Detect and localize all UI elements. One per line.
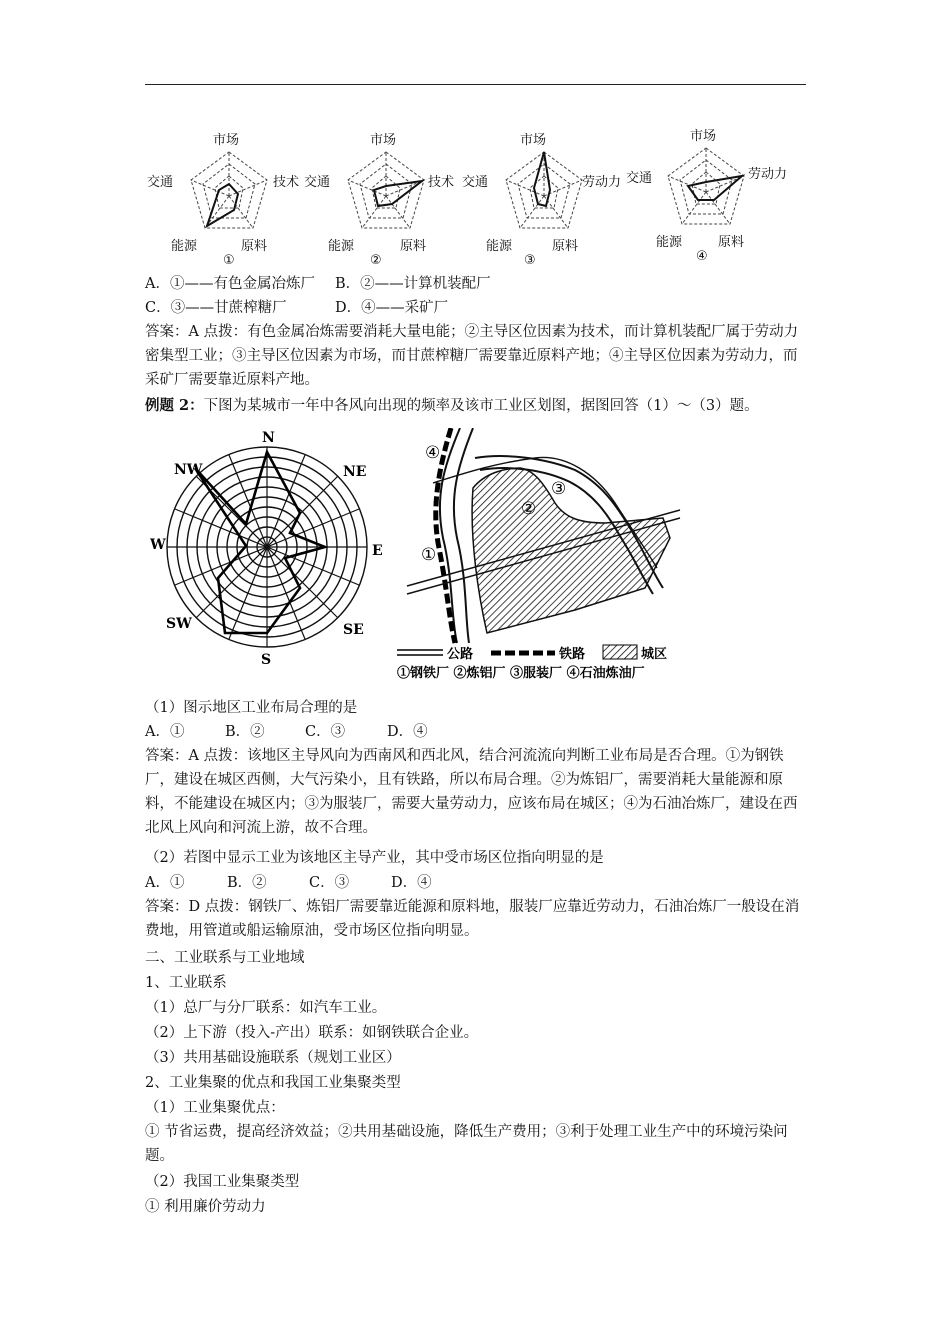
sub1-question: （1）图示地区工业布局合理的是 xyxy=(145,700,358,716)
legend-rail: 铁路 xyxy=(559,647,586,662)
example-2-heading xyxy=(145,394,759,418)
radar-2-label-right: 技术 xyxy=(428,175,455,190)
radar-3-label-top: 市场 xyxy=(520,133,547,148)
radar-3-label-left: 交通 xyxy=(462,175,489,190)
section-2-title: 二、工业联系与工业地域 xyxy=(145,950,305,966)
header-rule xyxy=(145,84,806,85)
radar-4-label-bottom-left: 能源 xyxy=(656,235,683,250)
radar-4-label-left: 交通 xyxy=(626,171,653,186)
sub2-options xyxy=(145,871,432,895)
sub1-option-b: B．② xyxy=(225,724,265,740)
sub1-options xyxy=(145,720,428,744)
legend-city: 城区 xyxy=(641,647,668,662)
q1-option-a: A．①——有色金属冶炼厂 xyxy=(145,276,315,292)
wind-label-sw: SW xyxy=(166,616,192,632)
wind-label-e: E xyxy=(372,543,383,559)
map-marker-4: ④ xyxy=(425,443,441,463)
industrial-map xyxy=(395,428,695,680)
map-marker-3: ③ xyxy=(551,479,567,499)
radar-3-label-right: 劳动力 xyxy=(582,175,622,190)
legend-road: 公路 xyxy=(447,647,474,662)
map-marker-1: ① xyxy=(421,545,437,565)
sub2-option-d: D．④ xyxy=(391,875,432,891)
radar-1-label-bottom-right: 原料 xyxy=(241,239,268,254)
example-2-text: 下图为某城市一年中各风向出现的频率及该市工业区划图，据图回答（1）～（3）题。 xyxy=(203,398,759,414)
section-2-heading-2: 2、工业集聚的优点和我国工业集聚类型 xyxy=(145,1075,401,1091)
radar-1-label-left: 交通 xyxy=(147,175,174,190)
radar-3-label-bottom-left: 能源 xyxy=(486,239,513,254)
radar-chart-2 xyxy=(300,124,468,266)
radar-2-label-bottom-right: 原料 xyxy=(400,239,427,254)
section-2-item-4: （1）工业集聚优点： xyxy=(145,1100,285,1116)
q1-option-b: B．②——计算机装配厂 xyxy=(335,276,491,292)
radar-4-label-right: 劳动力 xyxy=(748,167,788,182)
sub1-option-d: D．④ xyxy=(387,724,428,740)
map-marker-2: ② xyxy=(521,499,537,519)
wind-label-nw: NW xyxy=(174,462,203,478)
radar-1-label-bottom-left: 能源 xyxy=(171,239,198,254)
radar-chart-4 xyxy=(622,120,790,262)
sub2-answer: 答案：D 点拨：钢铁厂、炼铝厂需要靠近能源和原料地，服装厂应靠近劳动力，石油冶炼厂一般设在消费地，用管道或船运输原油，受市场区位指向明显。 xyxy=(145,899,800,939)
q1-options-row-2 xyxy=(145,296,448,320)
wind-label-s: S xyxy=(261,652,272,668)
radar-4-number: ④ xyxy=(696,249,708,264)
sub1-option-a: A．① xyxy=(145,724,185,740)
example-2-label: 例题 2： xyxy=(145,397,204,414)
sub1-option-c: C．③ xyxy=(305,724,346,740)
radar-3-label-bottom-right: 原料 xyxy=(552,239,579,254)
sub2-option-a: A．① xyxy=(145,875,185,891)
sub1-answer: 答案：A 点拨：该地区主导风向为西南风和西北风，结合河流流向判断工业布局是否合理。①为钢铁厂，建设在城区西侧，大气污染小，且有铁路，所以布局合理。②为炼铝厂，需要消耗大量能源和原料，不能建设在城区内；③为服装厂，需要大量劳动力，应该布局在城区；④为石油冶炼厂，建设在西北风上风向和河流上游，故不合理。 xyxy=(145,748,798,836)
radar-1-number: ① xyxy=(223,253,235,268)
wind-rose xyxy=(150,428,385,668)
wind-label-se: SE xyxy=(343,622,364,638)
wind-label-n: N xyxy=(262,430,275,446)
sub2-question: （2）若图中显示工业为该地区主导产业，其中受市场区位指向明显的是 xyxy=(145,850,604,866)
radar-3-number: ③ xyxy=(524,253,536,268)
wind-label-ne: NE xyxy=(343,464,367,480)
section-2-item-3: （3）共用基础设施联系（规划工业区） xyxy=(145,1050,401,1066)
radar-4-label-top: 市场 xyxy=(690,129,717,144)
sub2-option-b: B．② xyxy=(227,875,267,891)
section-2-item-6: ① 利用廉价劳动力 xyxy=(145,1199,266,1215)
radar-1-label-top: 市场 xyxy=(213,133,240,148)
radar-1-label-right: 技术 xyxy=(273,175,300,190)
section-2-item-1: （1）总厂与分厂联系：如汽车工业。 xyxy=(145,1000,387,1016)
q1-option-c: C．③——甘蔗榨糖厂 xyxy=(145,300,287,316)
section-2-heading-1: 1、工业联系 xyxy=(145,975,227,991)
section-2-item-2: （2）上下游（投入-产出）联系：如钢铁联合企业。 xyxy=(145,1025,479,1041)
legend-factories: ①钢铁厂 ②炼铝厂 ③服装厂 ④石油炼油厂 xyxy=(397,666,645,680)
radar-chart-3 xyxy=(458,124,626,266)
radar-2-number: ② xyxy=(370,253,382,268)
radar-2-label-top: 市场 xyxy=(370,133,397,148)
radar-chart-1 xyxy=(143,124,311,266)
q1-answer: 答案：A 点拨：有色金属冶炼需要消耗大量电能；②主导区位因素为技术，而计算机装配厂属于劳动力密集型工业；③主导区位因素为市场，而甘蔗榨糖厂需要靠近原料产地；④主导区位因素为劳动力，而采矿厂需要靠近原料产地。 xyxy=(145,324,799,388)
radar-2-label-bottom-left: 能源 xyxy=(328,239,355,254)
radar-4-label-bottom-right: 原料 xyxy=(718,235,745,250)
sub2-option-c: C．③ xyxy=(309,875,350,891)
wind-label-w: W xyxy=(150,537,166,553)
q1-option-d: D．④——采矿厂 xyxy=(335,300,449,316)
section-2-item-5: （2）我国工业集聚类型 xyxy=(145,1174,300,1190)
radar-2-label-left: 交通 xyxy=(304,175,331,190)
q1-options-row-1 xyxy=(145,272,491,296)
section-2-paragraph: ① 节省运费，提高经济效益；②共用基础设施，降低生产费用；③利于处理工业生产中的环境污染问题。 xyxy=(145,1124,788,1164)
